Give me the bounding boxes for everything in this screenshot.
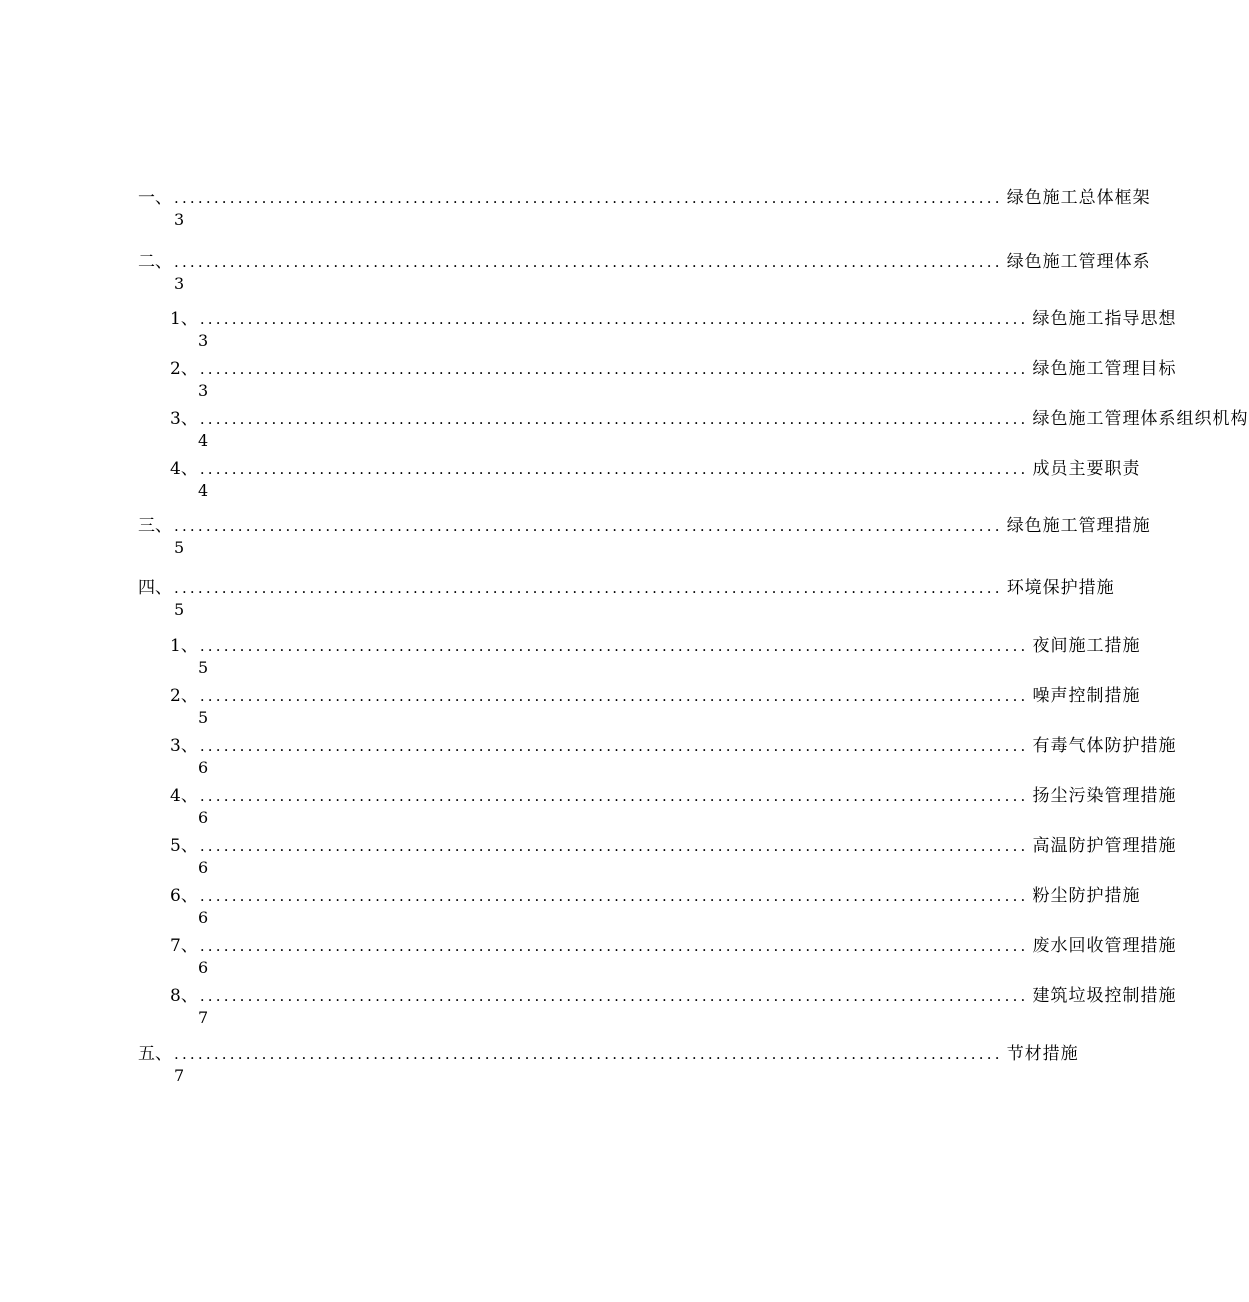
toc-entry-title: 绿色施工管理目标 — [1032, 359, 1177, 379]
toc-leader-dots: ........................................................................................................ — [174, 579, 1003, 597]
toc-entry[interactable] — [170, 408, 1249, 452]
toc-leader-dots: ........................................................................................................ — [199, 410, 1029, 428]
toc-entry-title: 有毒气体防护措施 — [1032, 736, 1177, 756]
toc-leader-dots: ........................................................................................................ — [199, 737, 1029, 755]
toc-entry-page-number: 4 — [198, 431, 209, 450]
toc-leader-dots: ........................................................................................................ — [174, 1045, 1003, 1063]
toc-entry-line — [170, 458, 1141, 480]
toc-leader-dots: ........................................................................................................ — [174, 189, 1003, 207]
toc-entry-title: 废水回收管理措施 — [1032, 936, 1177, 956]
toc-entry-title: 建筑垃圾控制措施 — [1032, 986, 1177, 1006]
toc-entry[interactable] — [170, 635, 1141, 679]
toc-entry-number: 3、 — [170, 409, 198, 429]
toc-entry-number: 五、 — [138, 1044, 172, 1064]
toc-entry-number: 5、 — [170, 836, 198, 856]
toc-leader-dots: ........................................................................................................ — [199, 987, 1029, 1005]
toc-entry-page-number: 3 — [198, 381, 209, 400]
toc-entry-page-number: 5 — [174, 600, 185, 619]
toc-entry-line — [170, 935, 1177, 957]
toc-entry-number: 四、 — [138, 578, 172, 598]
toc-entry-line — [138, 1043, 1079, 1065]
toc-entry-line — [170, 308, 1177, 330]
toc-entry-title: 成员主要职责 — [1032, 459, 1141, 479]
toc-leader-dots: ........................................................................................................ — [199, 787, 1029, 805]
toc-entry-number: 4、 — [170, 459, 198, 479]
toc-entry[interactable] — [170, 735, 1177, 779]
toc-entry[interactable] — [138, 515, 1151, 559]
toc-entry-title: 绿色施工管理体系 — [1006, 252, 1151, 272]
toc-entry-line — [170, 635, 1141, 657]
toc-entry-title: 绿色施工指导思想 — [1032, 309, 1177, 329]
toc-entry-number: 三、 — [138, 516, 172, 536]
toc-leader-dots: ........................................................................................................ — [199, 460, 1029, 478]
toc-entry-line — [138, 515, 1151, 537]
toc-entry[interactable] — [170, 935, 1177, 979]
toc-entry-page-number: 7 — [198, 1008, 209, 1027]
toc-entry-page-number: 6 — [198, 958, 209, 977]
toc-entry-number: 2、 — [170, 686, 198, 706]
toc-entry[interactable] — [170, 835, 1177, 879]
toc-entry-number: 2、 — [170, 359, 198, 379]
toc-entry-page-number: 6 — [198, 908, 209, 927]
toc-entry-page-number: 3 — [198, 331, 209, 350]
toc-entry[interactable] — [170, 685, 1141, 729]
toc-entry-number: 8、 — [170, 986, 198, 1006]
toc-entry[interactable] — [170, 985, 1177, 1029]
toc-entry-title: 噪声控制措施 — [1032, 686, 1141, 706]
toc-leader-dots: ........................................................................................................ — [199, 687, 1029, 705]
toc-entry[interactable] — [170, 358, 1177, 402]
toc-entry-page-number: 6 — [198, 758, 209, 777]
toc-entry-number: 4、 — [170, 786, 198, 806]
toc-entry-number: 一、 — [138, 188, 172, 208]
toc-entry-line — [170, 408, 1249, 430]
toc-entry-title: 高温防护管理措施 — [1032, 836, 1177, 856]
toc-leader-dots: ........................................................................................................ — [199, 360, 1029, 378]
toc-entry[interactable] — [138, 1043, 1079, 1087]
toc-entry[interactable] — [138, 577, 1115, 621]
toc-entry-title: 扬尘污染管理措施 — [1032, 786, 1177, 806]
toc-leader-dots: ........................................................................................................ — [174, 517, 1003, 535]
toc-entry-title: 粉尘防护措施 — [1032, 886, 1141, 906]
toc-entry-page-number: 6 — [198, 858, 209, 877]
toc-entry-page-number: 5 — [198, 658, 209, 677]
toc-entry-number: 1、 — [170, 636, 198, 656]
toc-entry[interactable] — [170, 308, 1177, 352]
toc-entry-line — [170, 685, 1141, 707]
toc-entry-page-number: 5 — [198, 708, 209, 727]
toc-entry-line — [138, 251, 1151, 273]
toc-leader-dots: ........................................................................................................ — [199, 310, 1029, 328]
toc-entry-page-number: 7 — [174, 1066, 185, 1085]
toc-entry-title: 节材措施 — [1006, 1044, 1079, 1064]
toc-entry-title: 夜间施工措施 — [1032, 636, 1141, 656]
toc-entry[interactable] — [170, 785, 1177, 829]
toc-entry[interactable] — [170, 458, 1141, 502]
toc-entry-title: 绿色施工总体框架 — [1006, 188, 1151, 208]
toc-leader-dots: ........................................................................................................ — [199, 937, 1029, 955]
toc-entry-number: 1、 — [170, 309, 198, 329]
toc-entry-line — [170, 785, 1177, 807]
toc-entry-title: 绿色施工管理措施 — [1006, 516, 1151, 536]
toc-entry[interactable] — [170, 885, 1141, 929]
toc-entry-line — [170, 835, 1177, 857]
toc-leader-dots: ........................................................................................................ — [199, 837, 1029, 855]
toc-entry-page-number: 6 — [198, 808, 209, 827]
toc-leader-dots: ........................................................................................................ — [199, 887, 1029, 905]
toc-entry-number: 二、 — [138, 252, 172, 272]
toc-entry-line — [170, 885, 1141, 907]
toc-entry[interactable] — [138, 251, 1151, 295]
toc-entry-page-number: 3 — [174, 210, 185, 229]
toc-entry-line — [170, 735, 1177, 757]
toc-entry-line — [138, 577, 1115, 599]
toc-entry-page-number: 5 — [174, 538, 185, 557]
toc-leader-dots: ........................................................................................................ — [199, 637, 1029, 655]
toc-entry-line — [170, 358, 1177, 380]
toc-entry-title: 绿色施工管理体系组织机构 — [1032, 409, 1249, 429]
toc-entry-title: 环境保护措施 — [1006, 578, 1115, 598]
toc-leader-dots: ........................................................................................................ — [174, 253, 1003, 271]
toc-entry-page-number: 3 — [174, 274, 185, 293]
toc-entry-page-number: 4 — [198, 481, 209, 500]
toc-entry-number: 7、 — [170, 936, 198, 956]
toc-entry-number: 6、 — [170, 886, 198, 906]
toc-entry-number: 3、 — [170, 736, 198, 756]
toc-entry-line — [138, 187, 1151, 209]
toc-entry[interactable] — [138, 187, 1151, 231]
toc-entry-line — [170, 985, 1177, 1007]
